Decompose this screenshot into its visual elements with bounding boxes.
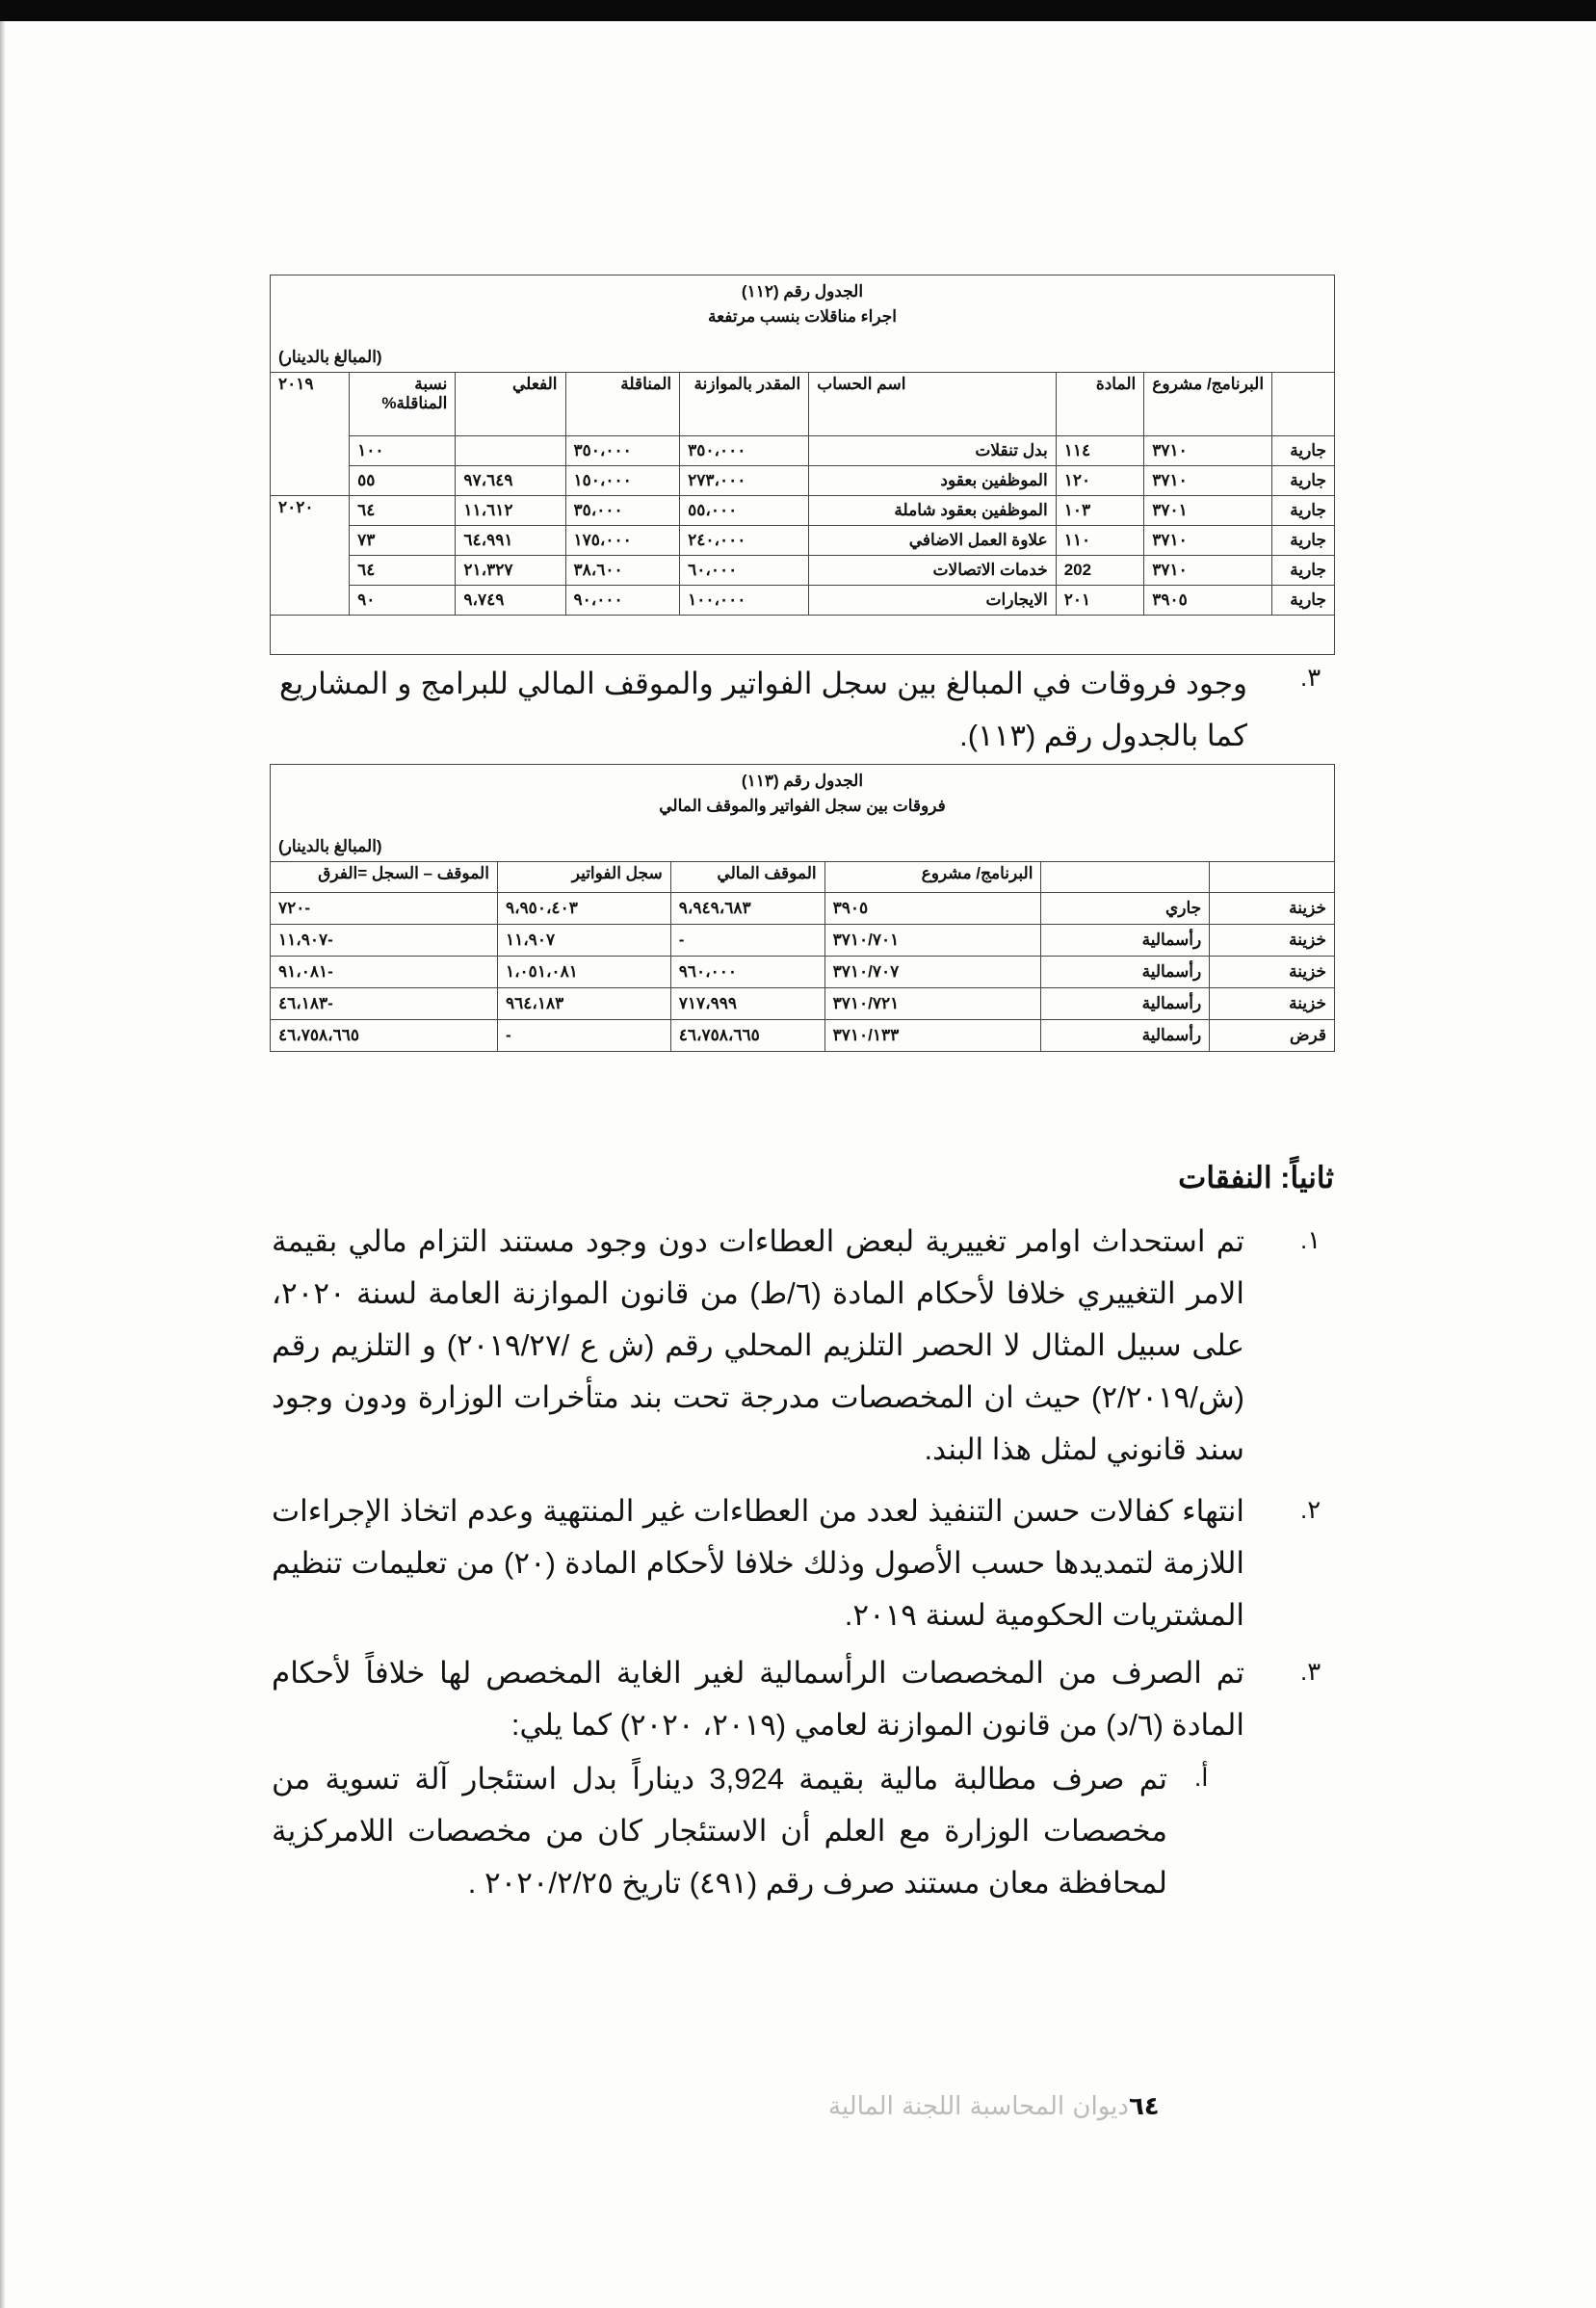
table-title — [271, 275, 1335, 373]
page-number: ٦٤ — [1128, 2092, 1160, 2121]
table-cell: جارية — [1272, 466, 1335, 496]
table-cell: جارية — [1272, 556, 1335, 586]
table-cell: ١١،٦١٢ — [456, 496, 565, 526]
table-header-row — [271, 373, 1335, 436]
column-header: الفعلي — [456, 373, 565, 436]
table-cell: خزينة — [1210, 925, 1335, 957]
table-cell — [456, 436, 565, 466]
table-cell: ٦٤ — [350, 556, 456, 586]
table-cell: ١،٠٥١،٠٨١ — [497, 957, 670, 988]
table-cell: ١١٠ — [1056, 526, 1144, 556]
table-cell: ٩٦٤،١٨٣ — [497, 988, 670, 1020]
table-cell: ١٠٣ — [1056, 496, 1144, 526]
table-row — [271, 586, 1335, 616]
table-cell: ٩،٩٥٠،٤٠٣ — [497, 893, 670, 925]
table-cell: ٥٥،٠٠٠ — [680, 496, 809, 526]
table-cell: 202 — [1056, 556, 1144, 586]
table-cell: رأسمالية — [1041, 925, 1210, 957]
table-subtitle: اجراء مناقلات بنسب مرتفعة — [707, 307, 898, 326]
table-cell: -١١،٩٠٧ — [271, 925, 498, 957]
table-113 — [270, 764, 1335, 1052]
table-cell: ٣٧٠١ — [1144, 496, 1272, 526]
table-cell: جارية — [1272, 526, 1335, 556]
table-row — [271, 526, 1335, 556]
item-number: ١. — [1300, 1225, 1321, 1254]
paragraph-3 — [279, 658, 1247, 762]
table-cell: ٣٧١٠ — [1144, 556, 1272, 586]
unit-note: (المبالغ بالدينار) — [278, 837, 382, 855]
table-header-row — [271, 862, 1335, 893]
table-row — [271, 925, 1335, 957]
table-cell: ١٠٠،٠٠٠ — [680, 586, 809, 616]
table-cell: ٣٧١٠/١٣٣ — [824, 1020, 1041, 1052]
table-cell: ١١،٩٠٧ — [497, 925, 670, 957]
table-cell: ٢٧٣،٠٠٠ — [680, 466, 809, 496]
column-header: البرنامج/ مشروع — [1144, 373, 1272, 436]
column-header — [1272, 373, 1335, 436]
table-cell: ٣٧١٠ — [1144, 436, 1272, 466]
table-cell: ٩،٩٤٩،٦٨٣ — [670, 893, 824, 925]
table-cell: ٧١٧،٩٩٩ — [670, 988, 824, 1020]
column-header: سجل الفواتير — [497, 862, 670, 893]
column-header: المادة — [1056, 373, 1144, 436]
account-name-cell: بدل تنقلات — [809, 436, 1057, 466]
table-cell: -٧٢٠ — [271, 893, 498, 925]
account-name-cell: الموظفين بعقود شاملة — [809, 496, 1057, 526]
table-subtitle: فروقات بين سجل الفواتير والموقف المالي — [659, 797, 946, 815]
paragraph-text: وجود فروقات في المبالغ بين سجل الفواتير والموقف المالي للبرامج و المشاريع كما بالجدول رقم (١١٣). — [279, 667, 1247, 752]
table-cell: ٣٧١٠ — [1144, 466, 1272, 496]
table-cell: جاري — [1041, 893, 1210, 925]
item-3-text: تم الصرف من المخصصات الرأسمالية لغير الغاية المخصص لها خلافاً لأحكام المادة (٦/د) من قانون الموازنة لعامي (٢٠١٩، ٢٠٢٠) كما يلي: — [272, 1656, 1244, 1742]
table-112 — [270, 275, 1335, 655]
table-cell: -٩١،٠٨١ — [271, 957, 498, 988]
year-cell: ٢٠١٩ — [271, 373, 350, 496]
table-cell: ٢٠١ — [1056, 586, 1144, 616]
scan-shadow — [0, 21, 6, 2308]
table-cell: ٣٧١٠/٧٠١ — [824, 925, 1041, 957]
column-header — [1210, 862, 1335, 893]
table-cell: ٣٥،٠٠٠ — [565, 496, 680, 526]
year-cell: ٢٠٢٠ — [271, 496, 350, 616]
table-cell: ٥٥ — [350, 466, 456, 496]
table-cell: ٢١،٣٢٧ — [456, 556, 565, 586]
table-cell: - — [497, 1020, 670, 1052]
item-number: ٢. — [1300, 1495, 1321, 1524]
table-cell: ٣٥٠،٠٠٠ — [565, 436, 680, 466]
table-row — [271, 988, 1335, 1020]
table-row — [271, 436, 1335, 466]
table-cell: ١٢٠ — [1056, 466, 1144, 496]
table-caption: الجدول رقم (١١٣) — [741, 772, 864, 790]
table-cell: ٧٣ — [350, 526, 456, 556]
table-row — [271, 496, 1335, 526]
table-cell: ٤٦،٧٥٨،٦٦٥ — [271, 1020, 498, 1052]
table-row — [271, 957, 1335, 988]
column-header: المقدر بالموازنة — [680, 373, 809, 436]
table-cell: ٦٤،٩٩١ — [456, 526, 565, 556]
table-caption: الجدول رقم (١١٢) — [741, 282, 864, 301]
table-cell: قرض — [1210, 1020, 1335, 1052]
table-cell: ٩٠ — [350, 586, 456, 616]
table-cell: - — [670, 925, 824, 957]
unit-note: (المبالغ بالدينار) — [278, 348, 382, 366]
paragraph-number: ٣. — [1300, 663, 1321, 692]
item-number: ٣. — [1300, 1657, 1321, 1686]
table-cell: ٣٧١٠/٧٠٧ — [824, 957, 1041, 988]
item-2-text: انتهاء كفالات حسن التنفيذ لعدد من العطاءات غير المنتهية وعدم اتخاذ الإجراءات اللازمة لتمديدها حسب الأصول وذلك خلافا لأحكام المادة (٢٠) من تعليمات تنظيم المشتريات الحكومية لسنة ٢٠١٩. — [272, 1494, 1244, 1632]
page-footer — [828, 2092, 1160, 2121]
table-row — [271, 556, 1335, 586]
table-cell: ٣٧١٠ — [1144, 526, 1272, 556]
account-name-cell: علاوة العمل الاضافي — [809, 526, 1057, 556]
table-cell: خزينة — [1210, 988, 1335, 1020]
column-header — [1041, 862, 1210, 893]
table-row — [271, 893, 1335, 925]
table-cell: ٢٤٠،٠٠٠ — [680, 526, 809, 556]
subitem-letter: أ. — [1194, 1763, 1209, 1792]
group-separator — [271, 616, 1335, 655]
table-row — [271, 1020, 1335, 1052]
table-title — [271, 765, 1335, 862]
account-name-cell: الموظفين بعقود — [809, 466, 1057, 496]
column-header: الموقف المالي — [670, 862, 824, 893]
table-cell: -٤٦،١٨٣ — [271, 988, 498, 1020]
table-cell: ١٧٥،٠٠٠ — [565, 526, 680, 556]
table-cell: رأسمالية — [1041, 957, 1210, 988]
table-cell: ٩٦٠،٠٠٠ — [670, 957, 824, 988]
column-header: نسبة المناقلة% — [350, 373, 456, 436]
table-cell: ٣٨،٦٠٠ — [565, 556, 680, 586]
column-header: البرنامج/ مشروع — [824, 862, 1041, 893]
table-cell: ١٠٠ — [350, 436, 456, 466]
table-cell: جارية — [1272, 436, 1335, 466]
group-2019 — [271, 496, 1335, 616]
table-cell: جارية — [1272, 586, 1335, 616]
table-body — [271, 893, 1335, 1052]
column-header: الموقف – السجل =الفرق — [271, 862, 498, 893]
table-cell: ٩٧،٦٤٩ — [456, 466, 565, 496]
table-cell: ١٥٠،٠٠٠ — [565, 466, 680, 496]
subitem-a-text: تم صرف مطالبة مالية بقيمة 3,924 ديناراً بدل استئجار آلة تسوية من مخصصات الوزارة مع العلم أن الاستئجار كان من مخصصات اللامركزية لمحافظة معان مستند صرف رقم (٤٩١) تاريخ ٢٠٢٠/٢/٢٥ . — [272, 1762, 1167, 1900]
scan-border — [0, 0, 1596, 21]
table-cell: ٣٩٠٥ — [824, 893, 1041, 925]
table-cell: ٣٧١٠/٧٢١ — [824, 988, 1041, 1020]
table-cell: ٦٠،٠٠٠ — [680, 556, 809, 586]
account-name-cell: خدمات الاتصالات — [809, 556, 1057, 586]
section-heading: ثانياً: النفقات — [1178, 1161, 1334, 1194]
table-cell: خزينة — [1210, 957, 1335, 988]
table-cell: خزينة — [1210, 893, 1335, 925]
table-cell: رأسمالية — [1041, 1020, 1210, 1052]
column-header: المناقلة — [565, 373, 680, 436]
account-name-cell: الايجارات — [809, 586, 1057, 616]
table-cell: ٣٩٠٥ — [1144, 586, 1272, 616]
footer-watermark: ديوان المحاسبة اللجنة المالية — [828, 2092, 1129, 2121]
column-header: اسم الحساب — [809, 373, 1057, 436]
table-cell: ٦٤ — [350, 496, 456, 526]
item-1-text: تم استحداث اوامر تغييرية لبعض العطاءات دون وجود مستند التزام مالي بقيمة الامر التغييري خلافا لأحكام المادة (٦/ط) من قانون الموازنة العامة لسنة ٢٠٢٠، على سبيل المثال لا الحصر التلزيم المحلي رقم (ش ع /٢٠١٩/٢٧) و التلزيم رقم (ش/٢/٢٠١٩) حيث ان المخصصات مدرجة تحت بند متأخرات الوزارة ودون وجود سند قانوني لمثل هذا البند. — [272, 1224, 1244, 1466]
table-cell: ١١٤ — [1056, 436, 1144, 466]
table-cell: رأسمالية — [1041, 988, 1210, 1020]
table-cell: جارية — [1272, 496, 1335, 526]
table-row — [271, 466, 1335, 496]
table-cell: ٩،٧٤٩ — [456, 586, 565, 616]
table-cell: ٤٦،٧٥٨،٦٦٥ — [670, 1020, 824, 1052]
table-cell: ٣٥٠،٠٠٠ — [680, 436, 809, 466]
table-cell: ٩٠،٠٠٠ — [565, 586, 680, 616]
